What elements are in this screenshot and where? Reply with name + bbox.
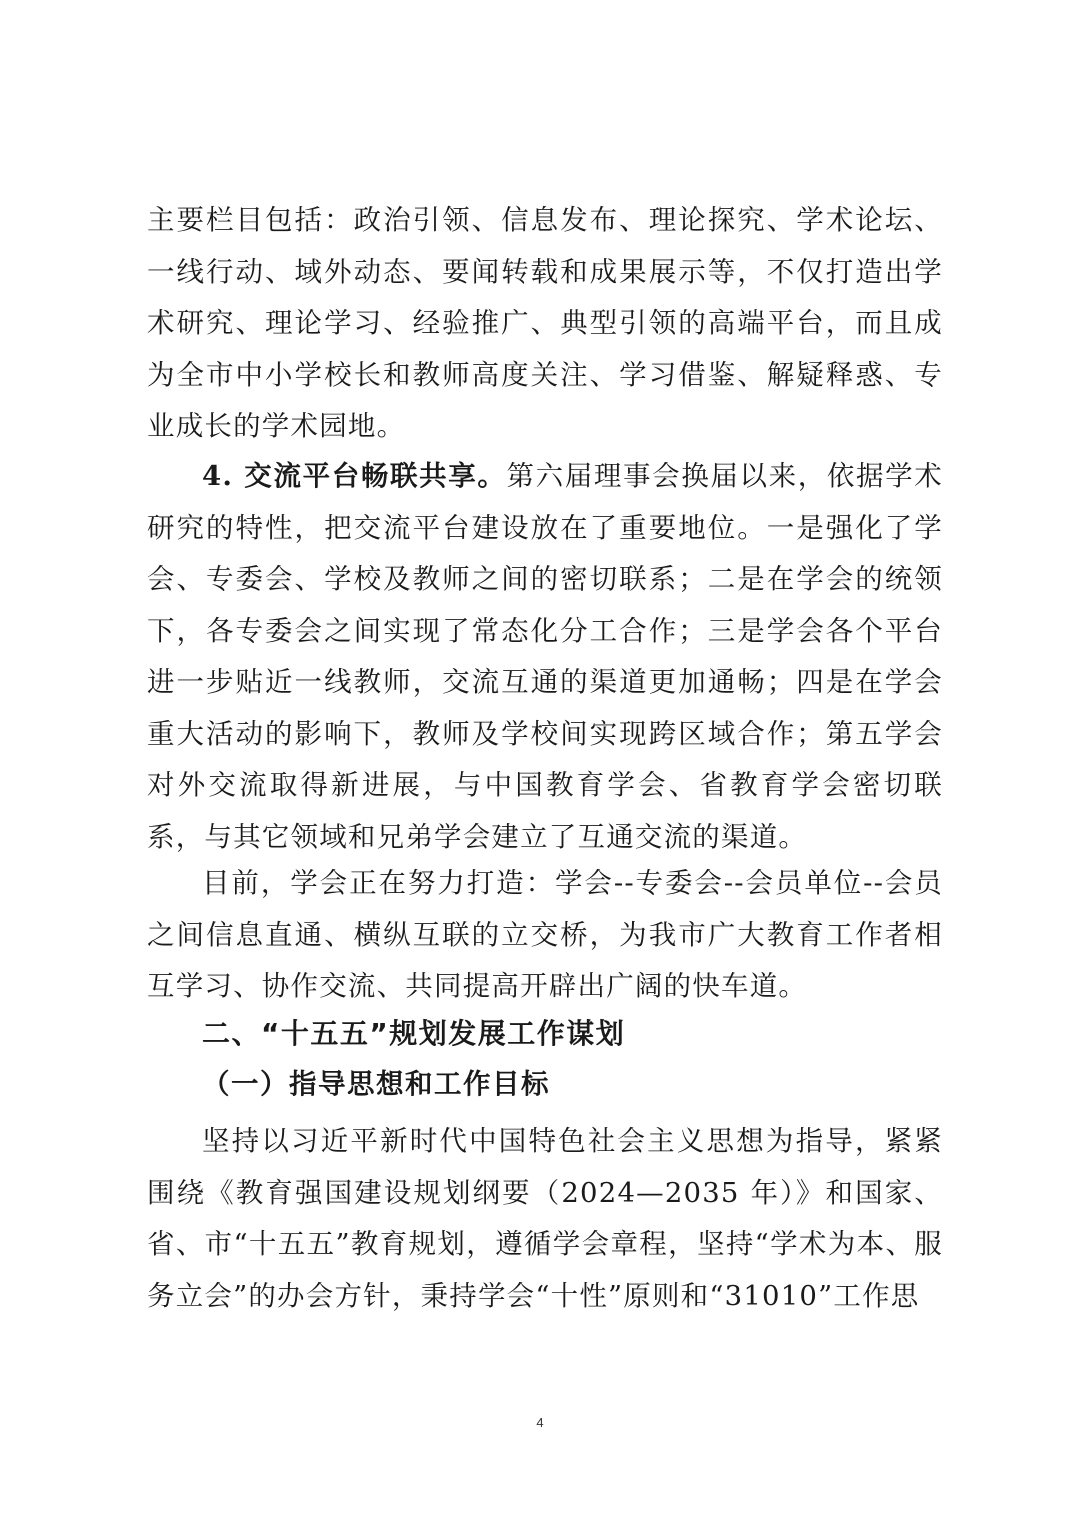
- paragraph-current-efforts: 目前，学会正在努力打造：学会--专委会--会员单位--会员之间信息直通、横纵互联的立交桥，为我市广大教育工作者相互学习、协作交流、共同提高开辟出广阔的快车道。: [147, 867, 943, 1002]
- section-heading: 二、“十五五”规划发展工作谋划: [202, 1017, 626, 1050]
- subsection-heading: （一）指导思想和工作目标: [202, 1068, 550, 1100]
- paragraph-lead-heading: 4. 交流平台畅联共享。: [202, 460, 507, 492]
- paragraph-body: 第六届理事会换届以来，依据学术研究的特性，把交流平台建设放在了重要地位。一是强化了学会、专委会、学校及教师之间的密切联系；二是在学会的统领下，各专委会之间实现了常态化分工合作；三是学会各个平台进一步贴近一线教师，交流互通的渠道更加通畅；四是在学会重大活动的影响下，教师及学校间实现跨区域合作；第五学会对外交流取得新进展，与中国教育学会、省教育学会密切联系，与其它领域和兄弟学会建立了互通交流的渠道。: [147, 460, 943, 853]
- page-number: 4: [536, 1415, 544, 1430]
- paragraph-exchange-platform: [147, 451, 943, 863]
- paragraph-columns: 主要栏目包括：政治引领、信息发布、理论探究、学术论坛、一线行动、域外动态、要闻转载和成果展示等，不仅打造出学术研究、理论学习、经验推广、典型引领的高端平台，而且成为全市中小学校长和教师高度关注、学习借鉴、解疑释惑、专业成长的学术园地。: [147, 204, 943, 442]
- paragraph-guiding-thought: 坚持以习近平新时代中国特色社会主义思想为指导，紧紧围绕《教育强国建设规划纲要（2024—2035 年）》和国家、省、市“十五五”教育规划，遵循学会章程，坚持“学术为本、服务立会”的办会方针，秉持学会“十性”原则和“31010”工作思: [147, 1125, 943, 1312]
